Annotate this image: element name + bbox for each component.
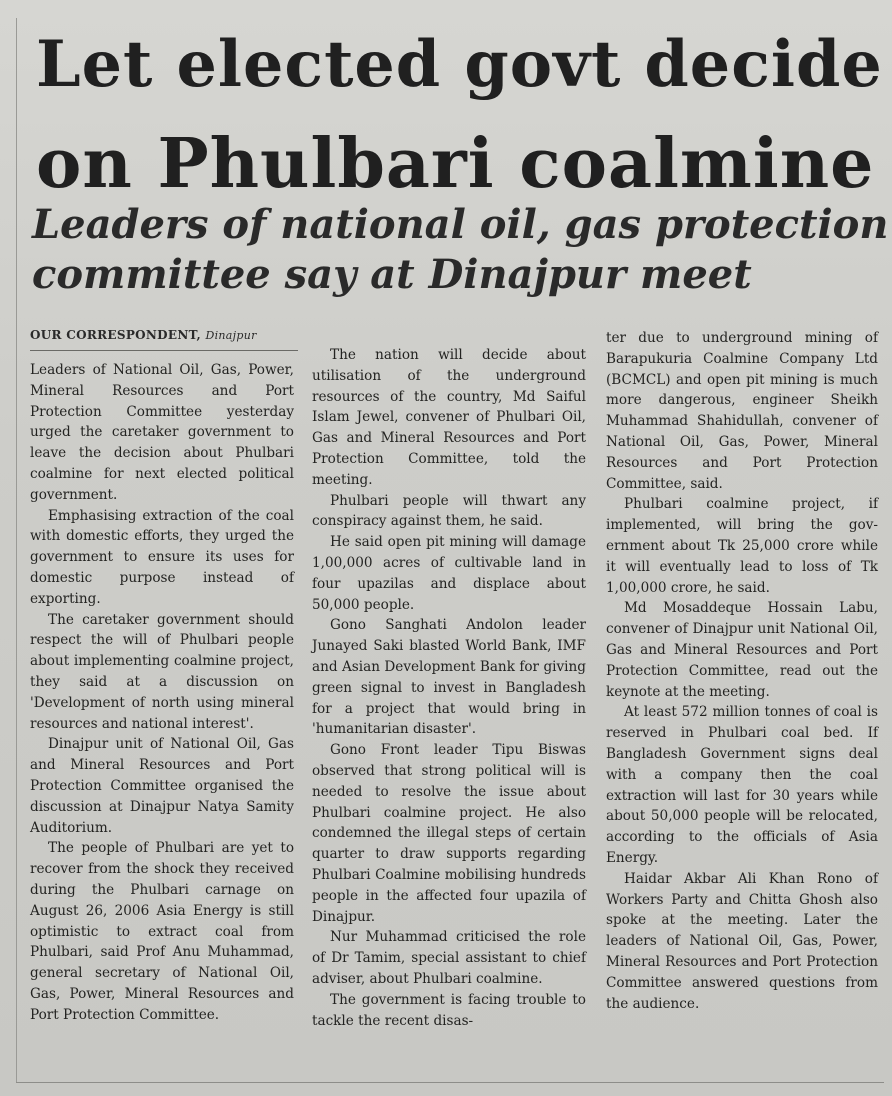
subheadline — [32, 200, 888, 300]
paragraph: Emphasising extraction of the coal with domestic efforts, they urged the government to ensure its uses for domestic purpose instead of exporting. — [30, 507, 294, 607]
paragraph: Haidar Akbar Ali Khan Rono of Workers Party and Chitta Ghosh also spoke at the meeting. Later the leaders of National Oil, Gas, Power, Mineral Resources and Port Protection Committee answered questions from the audience. — [606, 870, 878, 1012]
subheadline-line-1: Leaders of national oil, gas protection — [32, 201, 889, 248]
left-margin-rule — [16, 18, 17, 1083]
article-column-2 — [312, 345, 586, 1031]
paragraph: The caretaker government should respect the will of Phulbari people about implementing coalmine project, they said at a discussion on 'Development of north using mineral resources and national interest'. — [30, 611, 294, 732]
paragraph: Gono Sanghati Andolon leader Junayed Saki blasted World Bank, IMF and Asian Development Bank for giving green signal to invest in Bangladesh for a project that would bring in 'humanitarian disaster'. — [312, 617, 586, 738]
subheadline-line-2: committee say at Dinajpur meet — [32, 251, 752, 298]
paragraph: The people of Phulbari are yet to recover from the shock they received during the Phulbari carnage on August 26, 2006 Asia Energy is still optimistic to extract coal from Phulbari, said Prof Anu Muhammad, general secretary of National Oil, Gas, Power, Mineral Resources and Port Protection Committee. — [30, 840, 294, 1023]
headline — [36, 14, 886, 214]
paragraph: Dinajpur unit of National Oil, Gas and Mineral Resources and Port Protection Committee organised the discussion at Dinajpur Natya Samity Auditorium. — [30, 736, 294, 836]
article-column-1 — [30, 360, 294, 1026]
paragraph: At least 572 million tonnes of coal is reserved in Phulbari coal bed. If Bangladesh Government signs deal with a company then the coal extraction will last for 30 years while about 50,000 people will be relocated, according to the officials of Asia Energy. — [606, 704, 878, 866]
paragraph: The government is facing trouble to tackle the recent disas- — [312, 991, 586, 1029]
paragraph: The nation will decide about utilisation of the underground resources of the country, Md Saiful Islam Jewel, convener of Phulbari Oil, Gas and Mineral Resources and Port Protection Committee, told the meeting. — [312, 347, 586, 488]
paragraph: Leaders of National Oil, Gas, Power, Mineral Resources and Port Protection Committee yesterday urged the caretaker government to leave the decision about Phulbari coalmine for next elected political government. — [30, 362, 294, 503]
article-column-3 — [606, 328, 878, 1014]
paragraph: Md Mosaddeque Hossain Labu, convener of Dinajpur unit National Oil, Gas and Mineral Resources and Port Protection Committee, read out the keynote at the meeting. — [606, 600, 878, 700]
byline-author: OUR CORRESPONDENT, — [30, 328, 201, 342]
bottom-rule — [16, 1082, 884, 1083]
byline-rule — [30, 350, 298, 351]
paragraph: Phulbari people will thwart any conspiracy against them, he said. — [312, 492, 586, 530]
paragraph: Phulbari coalmine project, if implemented, will bring the government about Tk 25,000 crore while it will eventually lead to loss of Tk 1,00,000 crore, he said. — [606, 496, 878, 596]
paragraph: He said open pit mining will damage 1,00,000 acres of cultivable land in four upazilas and displace about 50,000 people. — [312, 534, 586, 613]
byline-place: Dinajpur — [205, 329, 257, 342]
paragraph: Gono Front leader Tipu Biswas observed that strong political will is needed to resolve the issue about Phulbari coalmine project. He also condemned the illegal steps of certain quarter to draw supports regarding Phulbari Coalmine mobilising hundreds people in the affected four upazila of Dinajpur. — [312, 742, 586, 925]
paragraph: ter due to underground mining of Barapukuria Coalmine Company Ltd (BCMCL) and open pit mining is much more dangerous, engineer Sheikh Muhammad Shahidullah, convener of National Oil, Gas, Power, Mineral Resources and Port Protection Committee, said. — [606, 330, 878, 492]
headline-line-1: Let elected govt decide — [36, 26, 883, 101]
byline — [30, 328, 257, 342]
paragraph: Nur Muhammad criticised the role of Dr Tamim, special assistant to chief adviser, about Phulbari coalmine. — [312, 929, 586, 987]
headline-line-2: on Phulbari coalmine — [36, 124, 875, 204]
